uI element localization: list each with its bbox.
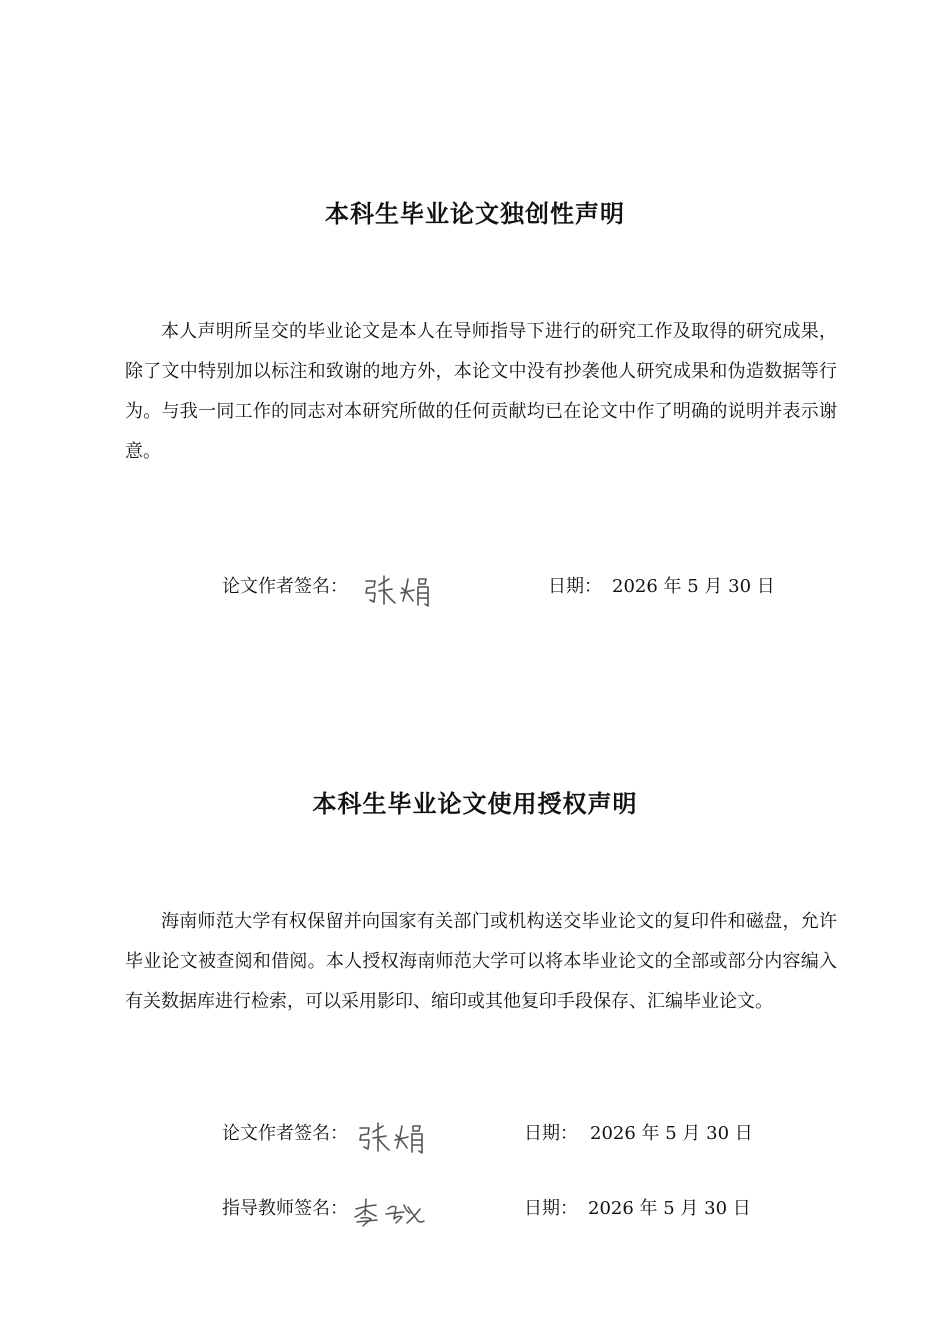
advisor-handwritten-signature (352, 1195, 428, 1229)
authorization-statement-title: 本科生毕业论文使用授权声明 (312, 790, 638, 818)
advisor-signature-label: 指导教师签名： (222, 1198, 348, 1219)
authorization-advisor-signature-row (222, 1191, 762, 1227)
originality-statement-body: 本人声明所呈交的毕业论文是本人在导师指导下进行的研究工作及取得的研究成果，除了文中特别加以标注和致谢的地方外，本论文中没有抄袭他人研究成果和伪造数据等行为。与我一同工作的同志对本研究所做的任何贡献均已在论文中作了明确的说明并表示谢意。 (125, 321, 837, 462)
authorization-author-date-value: 2026 年 5 月 30 日 (590, 1123, 753, 1144)
originality-signature-row (222, 569, 782, 605)
authorization-author-date-label: 日期： (524, 1123, 578, 1144)
originality-date-label: 日期： (548, 576, 602, 597)
author-signature-label: 论文作者签名： (222, 1123, 348, 1144)
author-handwritten-signature (356, 1118, 432, 1158)
authorization-statement-body: 海南师范大学有权保留并向国家有关部门或机构送交毕业论文的复印件和磁盘，允许毕业论文被查阅和借阅。本人授权海南师范大学可以将本毕业论文的全部或部分内容编入有关数据库进行检索，可以采用影印、缩印或其他复印手段保存、汇编毕业论文。 (125, 911, 837, 1012)
authorization-author-signature-row (222, 1116, 762, 1152)
author-handwritten-signature (362, 571, 438, 611)
authorization-advisor-date-label: 日期： (524, 1198, 578, 1219)
originality-date-value: 2026 年 5 月 30 日 (612, 576, 775, 597)
author-signature-label: 论文作者签名： (222, 576, 348, 597)
originality-statement-title: 本科生毕业论文独创性声明 (325, 200, 625, 228)
authorization-advisor-date-value: 2026 年 5 月 30 日 (588, 1198, 751, 1219)
